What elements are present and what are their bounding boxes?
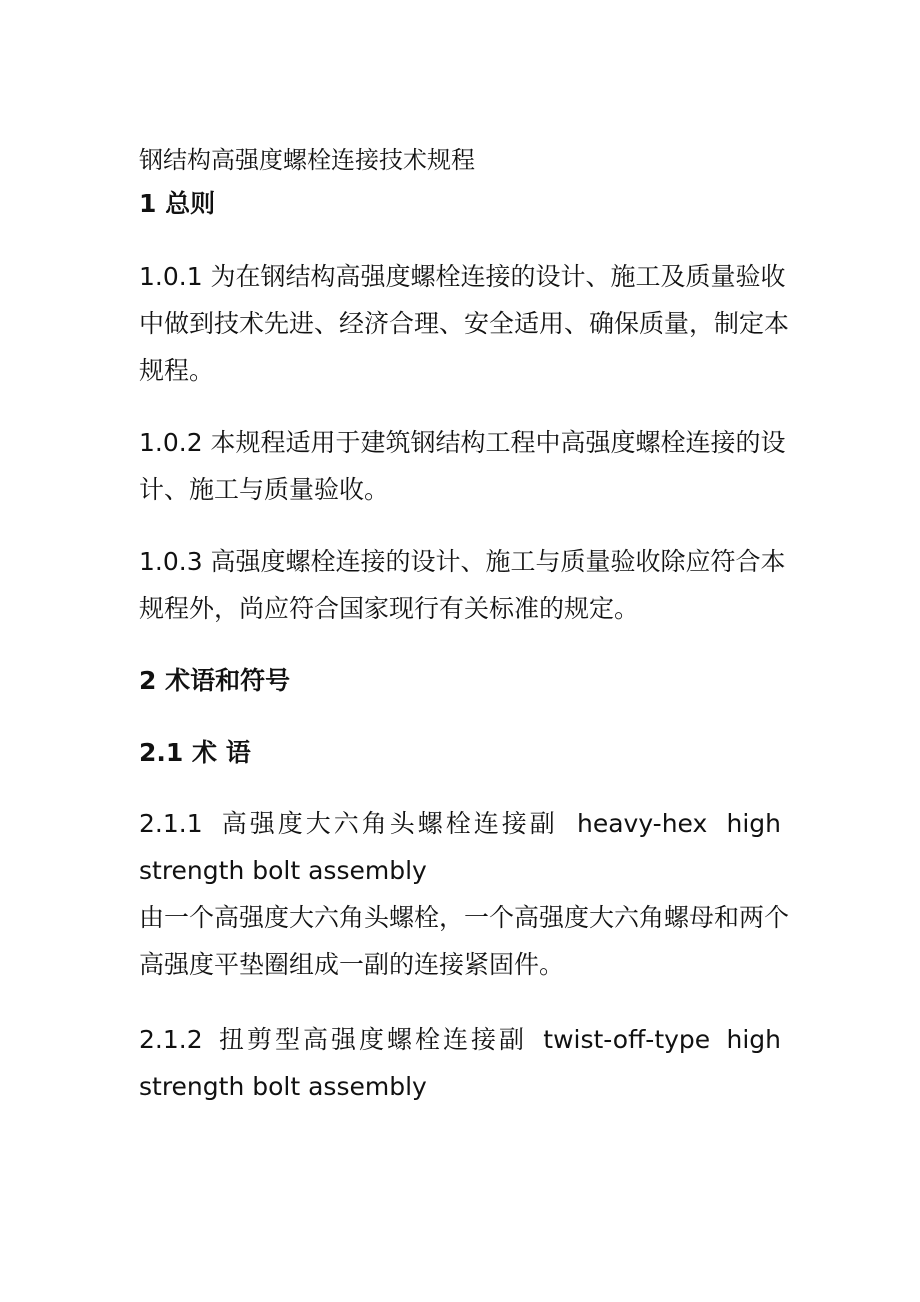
document-title: 钢结构高强度螺栓连接技术规程 <box>139 146 475 174</box>
term-english-part: high <box>726 1025 781 1054</box>
term-english-part: high <box>726 809 781 838</box>
clause-1-0-3-line: 1.0.3 高强度螺栓连接的设计、施工与质量验收除应符合本 <box>139 547 786 576</box>
section-2-heading: 2 术语和符号 <box>139 666 291 695</box>
clause-1-0-1-line: 规程。 <box>139 356 215 385</box>
term-2-1-1-heading-line <box>139 800 781 847</box>
clause-1-0-1 <box>139 253 790 394</box>
term-chinese: 扭剪型高强度螺栓连接副 <box>218 1025 527 1054</box>
term-2-1-2-heading-line <box>139 1016 781 1063</box>
section-1-heading: 1 总则 <box>139 189 216 218</box>
term-english-part: twist-off-type <box>543 1025 711 1054</box>
clause-1-0-3-line: 规程外，尚应符合国家现行有关标准的规定。 <box>139 594 640 623</box>
clause-1-0-2 <box>139 419 786 513</box>
term-number: 2.1.2 <box>139 1025 203 1054</box>
section-2-1-heading: 2.1 术 语 <box>139 738 251 767</box>
term-english-part: heavy-hex <box>576 809 708 838</box>
term-number: 2.1.1 <box>139 809 203 838</box>
term-english-line: strength bolt assembly <box>139 856 427 885</box>
clause-1-0-2-line: 1.0.2 本规程适用于建筑钢结构工程中高强度螺栓连接的设 <box>139 428 786 457</box>
clause-1-0-2-line: 计、施工与质量验收。 <box>139 475 390 504</box>
clause-1-0-1-line: 中做到技术先进、经济合理、安全适用、确保质量，制定本 <box>139 309 790 338</box>
clause-1-0-3 <box>139 538 786 632</box>
term-english-line: strength bolt assembly <box>139 1072 427 1101</box>
term-definition-line: 高强度平垫圈组成一副的连接紧固件。 <box>139 950 565 979</box>
term-chinese: 高强度大六角头螺栓连接副 <box>221 809 558 838</box>
clause-1-0-1-line: 1.0.1 为在钢结构高强度螺栓连接的设计、施工及质量验收 <box>139 262 786 291</box>
term-2-1-1 <box>139 800 790 988</box>
term-definition-line: 由一个高强度大六角头螺栓，一个高强度大六角螺母和两个 <box>139 903 790 932</box>
term-2-1-2 <box>139 1016 781 1110</box>
